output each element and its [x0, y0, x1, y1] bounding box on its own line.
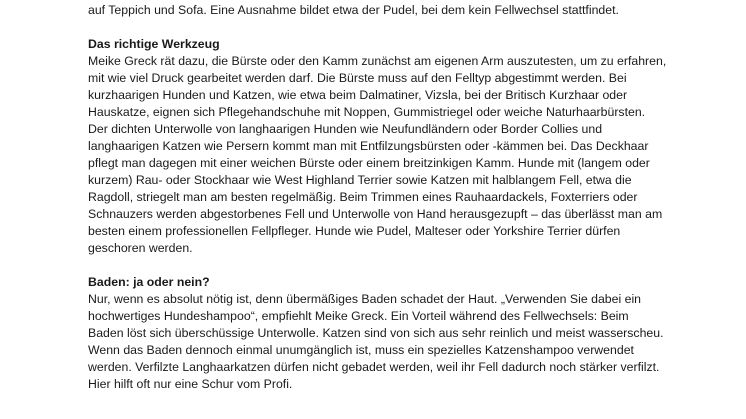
text-line: Ragdoll, striegelt man am besten regelmäßig. Beim Trimmen eines Rauhaardackels, Foxterriers oder	[88, 190, 638, 204]
document-page	[88, 0, 688, 393]
text-line: Hauskatze, eignen sich Pflegehandschuhe mit Noppen, Gummistriegel oder weiche Naturhaarbürsten.	[88, 105, 646, 119]
section-tools	[88, 36, 688, 257]
text-line: auf Teppich und Sofa. Eine Ausnahme bildet etwa der Pudel, bei dem kein Fellwechsel stattfindet.	[88, 3, 619, 17]
text-line: langhaarigen Katzen wie Persern kommt man mit Entfilzungsbürsten oder -kämmen bei. Das Deckhaar	[88, 139, 649, 153]
section-heading: Das richtige Werkzeug	[88, 37, 220, 51]
text-line: mit wie viel Druck gearbeitet werden darf. Die Bürste muss auf den Felltyp abgestimmt werden. Bei	[88, 71, 627, 85]
paragraph-gap	[88, 19, 688, 36]
text-line: kurzhaarigen Hunden und Katzen, wie etwa beim Dalmatiner, Vizsla, bei der Britisch Kurzhaar oder	[88, 88, 628, 102]
text-line: Meike Greck rät dazu, die Bürste oder den Kamm zunächst am eigenen Arm auszutesten, um zu erfahren,	[88, 54, 667, 68]
text-line: hochwertiges Hundeshampoo“, empfiehlt Meike Greck. Ein Vorteil während des Fellwechsels: Beim	[88, 309, 629, 323]
text-line: Hier hilft oft nur eine Schur vom Profi.	[88, 377, 293, 391]
section-bath	[88, 274, 688, 393]
text-line: kurzem) Rau- oder Stockhaar wie West Highland Terrier sowie Katzen mit halblangem Fell, etwa die	[88, 173, 632, 187]
intro-paragraph	[88, 0, 688, 19]
text-line: Nur, wenn es absolut nötig ist, denn übermäßiges Baden schadet der Haut. „Verwenden Sie dabei ein	[88, 292, 642, 306]
section-heading: Baden: ja oder nein?	[88, 275, 210, 289]
text-line: werden. Verfilzte Langhaarkatzen dürfen nicht gebadet werden, weil ihr Fell dadurch noch stärker verfilzt.	[88, 360, 660, 374]
text-line: Schnauzers werden abgestorbenes Fell und Unterwolle von Hand herausgezupft – das überlässt man am	[88, 207, 663, 221]
text-line: besten einem professionellen Fellpfleger. Hunde wie Pudel, Malteser oder Yorkshire Terrier dürfen	[88, 224, 621, 238]
paragraph-gap	[88, 257, 688, 274]
text-line: Der dichten Unterwolle von langhaarigen Hunden wie Neufundländern oder Border Collies und	[88, 122, 603, 136]
text-line: Baden löst sich überschüssige Unterwolle. Katzen sind von sich aus sehr reinlich und meist wasserscheu.	[88, 326, 664, 340]
text-line: pflegt man dagegen mit einer weichen Bürste oder einem breitzinkigen Kamm. Hunde mit (langem oder	[88, 156, 650, 170]
text-line: geschoren werden.	[88, 241, 193, 255]
text-line: Wenn das Baden dennoch einmal unumgänglich ist, muss ein spezielles Katzenshampoo verwendet	[88, 343, 634, 357]
